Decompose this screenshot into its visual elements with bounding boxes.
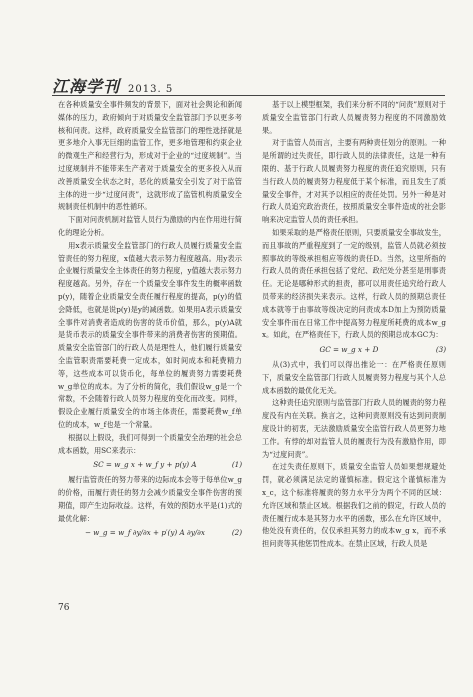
equation (262, 344, 446, 357)
equation-expression: SC = w_g x + w_f y + p(y) A (93, 460, 197, 470)
header-rule (52, 95, 445, 96)
equation (58, 527, 242, 540)
paragraph: 对于监管人员而言，主要有两种责任划分的原则。一种是所谓的过失责任，即行政人员的法律责任，这是一种有限的、基于行政人员履责努力程度的责任追究原则，只有当行政人员的履责努力程度低于某个标准，而且发生了质量安全事件，才对其予以相应的责任处罚。另外一种是对行政人员追究政治责任，按照质量安全事件造成的社会影响来决定监管人员的责任承担。 (262, 138, 446, 225)
paragraph: 用x表示质量安全监管部门的行政人员履行质量安全监管责任的努力程度，x值越大表示努力程度越高。用y表示企业履行质量安全主体责任的努力程度，y值越大表示努力程度越高。另外，存在一个质量安全事件发生的概率函数p(y)，随着企业质量安全责任履行程度的提高，p(y)的值会降低，也就是说p(y)是y的减函数。如果用A表示质量安全事件对消费者造成的伤害的货币价值，那么，p(y)A就是货币表示的质量安全事件带来的消费者伤害的预期值。质量安全监管部门的行政人员是理性人，他们履行质量安全监管职责需要耗费一定成本，如时间成本和耗费精力等，这些成本可以货币化，每单位的履责努力需要耗费w_g单位的成本。为了分析的简化，我们假设w_g是一个常数，不会随着行政人员努力程度的变化而改变。同样，假设企业履行质量安全的市场主体责任，需要耗费w_f单位的成本，w_f也是一个常量。 (58, 240, 242, 429)
paragraph: 在过失责任原则下，质量安全监管人员如果想规避处罚，就必须满足法定的谨慎标准。假定这个谨慎标准为x_c，这个标准将履责的努力水平分为两个不同的区域：允许区域和禁止区域。根据我们之前的假定，行政人员的责任履行成本是其努力水平的函数，那么在允许区域中，他处没有责任的，仅仅承担其努力的成本w_g x，而不承担问责等其他惩罚性成本。在禁止区域，行政人员是 (262, 462, 446, 549)
paragraph: 如果采取的是严格责任原则，只要质量安全事故发生，而且事故的严重程度到了一定的级别，监管人员就必须按照事故的等级承担相应等级的责任D。当然，这里所指的行政人员的责任承担包括了党纪、政纪处分甚至是刑事责任。无论是哪种形式的担责，都可以用责任追究给行政人员带来的经济损失来表示。这样，行政人员的预期总责任成本就等于由事故等级决定的问责成本D加上为预防质量安全事件而在日常工作中提高努力程度所耗费的成本w_g x。如此，在严格责任下，行政人员的预期总成本GC为： (262, 227, 446, 340)
equation-number: (2) (231, 528, 242, 538)
issue-number: 2013. 5 (128, 84, 174, 95)
journal-title: 江海学刊 (52, 77, 121, 96)
paragraph: 下面对问责机制对监管人员行为激励的内在作用进行简化的理论分析。 (58, 215, 242, 237)
paragraph: 根据以上假设，我们可得到一个质量安全治理的社会总成本函数，用SC来表示： (58, 432, 242, 455)
right-column (262, 99, 446, 551)
paragraph: 基于以上模型框架，我们来分析不同的“问责”原则对于质量安全监管部门行政人员履责努力程度的不同激励效果。 (262, 100, 446, 135)
paragraph: 这种责任追究原则与监管部门行政人员的履责的努力程度没有内在关联。换言之，这种问责原则没有达到问责制度设计的初衷，无法激励质量安全监管行政人员更努力地工作。有悖的却对监管人员的履责行为没有激励作用，即为“过度问责”。 (262, 398, 446, 459)
paragraph: 在各种质量安全事件频发的背景下，面对社会舆论和新闻媒体的压力，政府倾向于对质量安全监管部门予以更多考核和问责。这样，政府质量安全监管部门的理性选择就是更多地介入事无巨细的监管工作，更多地管理和约束企业的微观生产和经营行为，形成对于企业的“过度规制”。当过度规制并不能带来生产者对于质量安全的更多投入从而改善质量安全状态之时，恶化的质量安全引发了对于监管主体的进一步“过度问责”，这就形成了监管机构质量安全规制责任机制中的恶性循环。 (58, 100, 242, 212)
paragraph: 从(3)式中，我们可以得出推论一：在严格责任原则下，质量安全监管部门行政人员履责努力程度与其个人总成本函数的最优化无关。 (262, 359, 446, 395)
equation-number: (3) (435, 345, 446, 355)
equation-expression: − w_g = w_f ∂y/∂x + p′(y) A ∂y/∂x (84, 528, 205, 538)
page-number: 76 (58, 603, 70, 613)
running-header (52, 74, 173, 97)
equation (58, 459, 242, 472)
paragraph: 履行监管责任的努力带来的边际成本会等于每单位w_g的价格，而履行责任的努力会减少质量安全事件伤害的预期值，即产生边际收益。这样，有效的预防水平是(1)式的最优化解： (58, 475, 242, 523)
equation-expression: GC = w_g x + D (319, 345, 379, 355)
equation-number: (1) (231, 460, 242, 470)
left-column (58, 99, 242, 542)
